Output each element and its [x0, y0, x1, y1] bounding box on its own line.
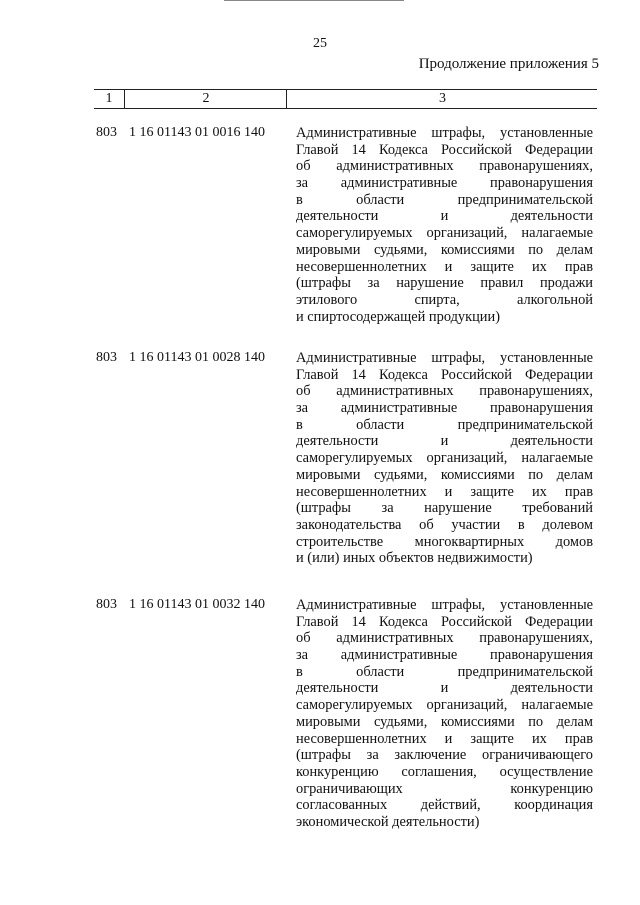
- description-line: мировыми судьями, комиссиями по делам: [296, 713, 593, 730]
- description-line: Административные штрафы, установленные: [296, 597, 593, 613]
- description-line: деятельности и деятельности: [296, 433, 593, 450]
- table-header: [94, 89, 597, 109]
- page-number: 25: [313, 36, 327, 51]
- description-line: экономической деятельности): [296, 813, 480, 830]
- description-line: (штрафы за заключение ограничивающего: [296, 747, 593, 764]
- row-description: [296, 597, 593, 831]
- description-line: этилового спирта, алкогольной: [296, 291, 593, 308]
- description-line: об административных правонарушениях,: [296, 630, 593, 647]
- budget-classification-code: 1 16 01143 01 0028 140: [129, 350, 265, 365]
- description-line: согласованных действий, координация: [296, 797, 593, 814]
- admin-code: 803: [96, 350, 117, 365]
- description-line: несовершеннолетних и защите их прав: [296, 730, 593, 747]
- description-line: за административные правонарушения: [296, 647, 593, 664]
- description-line: саморегулируемых организаций, налагаемые: [296, 697, 593, 714]
- description-line: саморегулируемых организаций, налагаемые: [296, 450, 593, 467]
- description-line: несовершеннолетних и защите их прав: [296, 483, 593, 500]
- description-line: об административных правонарушениях,: [296, 383, 593, 400]
- description-line: несовершеннолетних и защите их прав: [296, 258, 593, 275]
- description-line: в области предпринимательской: [296, 416, 593, 433]
- description-line: (штрафы за нарушение правил продажи: [296, 275, 593, 292]
- description-line: конкуренцию соглашения, осуществление: [296, 763, 593, 780]
- admin-code: 803: [96, 597, 117, 612]
- description-line: саморегулируемых организаций, налагаемые: [296, 225, 593, 242]
- description-line: деятельности и деятельности: [296, 680, 593, 697]
- column-header-3: 3: [286, 90, 598, 108]
- description-line: Административные штрафы, установленные: [296, 350, 593, 366]
- column-header-1: 1: [105, 91, 113, 106]
- row-description: [296, 125, 593, 325]
- description-line: в области предпринимательской: [296, 191, 593, 208]
- budget-classification-code: 1 16 01143 01 0016 140: [129, 125, 265, 140]
- description-line: Административные штрафы, установленные: [296, 125, 593, 141]
- description-line: и спиртосодержащей продукции): [296, 308, 500, 325]
- description-line: об административных правонарушениях,: [296, 158, 593, 175]
- description-line: в области предпринимательской: [296, 663, 593, 680]
- row-description: [296, 350, 593, 567]
- description-line: деятельности и деятельности: [296, 208, 593, 225]
- column-header-2: 2: [124, 90, 287, 108]
- description-line: и (или) иных объектов недвижимости): [296, 550, 533, 567]
- top-rule: [224, 0, 404, 1]
- description-line: мировыми судьями, комиссиями по делам: [296, 466, 593, 483]
- description-line: строительстве многоквартирных домов: [296, 533, 593, 550]
- continuation-header: Продолжение приложения 5: [418, 56, 599, 72]
- description-line: Главой 14 Кодекса Российской Федерации: [296, 141, 593, 158]
- description-line: ограничивающих конкуренцию: [296, 780, 593, 797]
- description-line: Главой 14 Кодекса Российской Федерации: [296, 366, 593, 383]
- description-line: Главой 14 Кодекса Российской Федерации: [296, 613, 593, 630]
- description-line: мировыми судьями, комиссиями по делам: [296, 241, 593, 258]
- description-line: за административные правонарушения: [296, 175, 593, 192]
- description-line: за административные правонарушения: [296, 400, 593, 417]
- description-line: законодательства об участии в долевом: [296, 516, 593, 533]
- description-line: (штрафы за нарушение требований: [296, 500, 593, 517]
- budget-classification-code: 1 16 01143 01 0032 140: [129, 597, 265, 612]
- admin-code: 803: [96, 125, 117, 140]
